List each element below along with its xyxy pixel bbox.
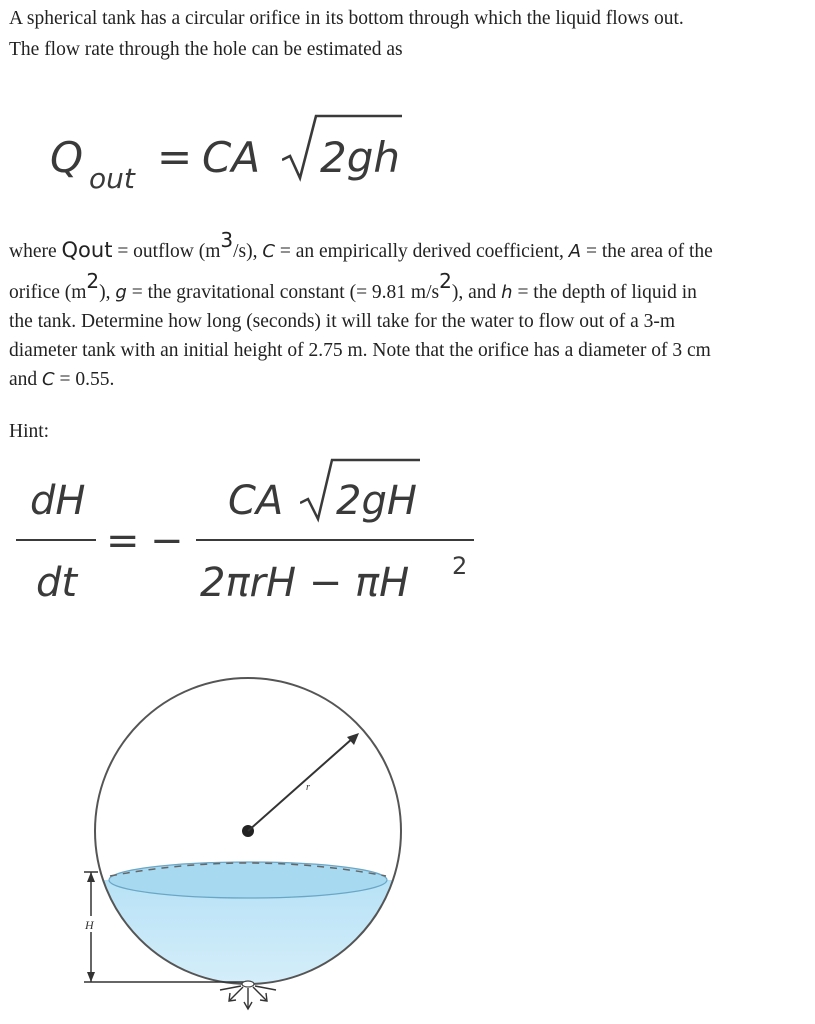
outflow-arrows <box>220 986 276 1009</box>
eq2-lhs-den: dt <box>36 560 78 606</box>
eq1-ca: CA <box>202 133 261 182</box>
a-def: = the area of the <box>585 241 713 262</box>
eq2-rhs-ca: CA <box>228 478 284 524</box>
eq1-subscript: out <box>89 162 135 195</box>
eq1-q: Q <box>50 133 84 182</box>
eq2-lhs-num: dH <box>30 478 86 524</box>
orifice <box>242 981 254 987</box>
sup-3: 3 <box>220 228 234 252</box>
eq2-equals: = <box>106 518 140 564</box>
c-def: = an empirically derived coefficient, <box>279 241 564 262</box>
g-def: = the gravitational constant (= 9.81 m/s <box>131 282 440 303</box>
and-text: ), and <box>451 282 497 303</box>
definitions-paragraph <box>9 228 789 274</box>
where-word: where <box>9 241 57 262</box>
radius-label: r <box>306 782 310 793</box>
sup-2b: 2 <box>439 269 452 293</box>
a-symbol: A <box>568 241 582 262</box>
intro-line-2: The flow rate through the hole can be estimated as <box>9 39 403 60</box>
height-arrow-bottom <box>87 972 95 982</box>
orifice-text: orifice (m <box>9 282 87 303</box>
eq1-radicand: 2gh <box>320 133 401 182</box>
height-arrow-top <box>87 872 95 882</box>
c-symbol-2: C <box>42 369 55 390</box>
water-surface <box>109 862 387 898</box>
qout-symbol: Qout <box>61 238 113 262</box>
eq1-equals: = <box>157 132 193 181</box>
text-line-4: diameter tank with an initial height of 2.75 m. Note that the orifice has a diameter of 3 cm <box>9 340 711 361</box>
h-def: = the depth of liquid in <box>517 282 697 303</box>
intro-line-1: A spherical tank has a circular orifice in its bottom through which the liquid flows out. <box>9 8 684 29</box>
eq2-lhs-fraction-bar <box>16 539 96 541</box>
eq2-rhs-fraction-bar <box>196 539 474 541</box>
intro-paragraph <box>9 3 789 65</box>
hint-label: Hint: <box>9 421 50 442</box>
eq2-rhs-den: 2πrH − πH <box>200 560 410 606</box>
sup-2: 2 <box>86 269 100 293</box>
outflow-text: = outflow (m <box>117 241 221 262</box>
and-word: and <box>9 369 38 390</box>
definitions-paragraph-2 <box>9 269 789 394</box>
height-label: H <box>85 918 94 932</box>
spherical-tank-diagram <box>70 640 430 1020</box>
paren-close: ), <box>99 282 111 303</box>
h-symbol: h <box>501 282 513 303</box>
c-value: = 0.55. <box>59 369 115 390</box>
eq2-minus: − <box>150 518 184 564</box>
c-symbol: C <box>262 241 275 262</box>
eq2-rhs-den-exp: 2 <box>452 552 468 580</box>
radius-arrowhead <box>347 733 359 745</box>
g-symbol: g <box>115 282 127 303</box>
text-line-3: the tank. Determine how long (seconds) it will take for the water to flow out of a 3-m <box>9 311 676 332</box>
radius-line <box>248 738 353 831</box>
water-body <box>70 880 430 1020</box>
eq2-rhs-radicand: 2gH <box>336 478 417 524</box>
unit-rest: /s), <box>233 241 258 262</box>
